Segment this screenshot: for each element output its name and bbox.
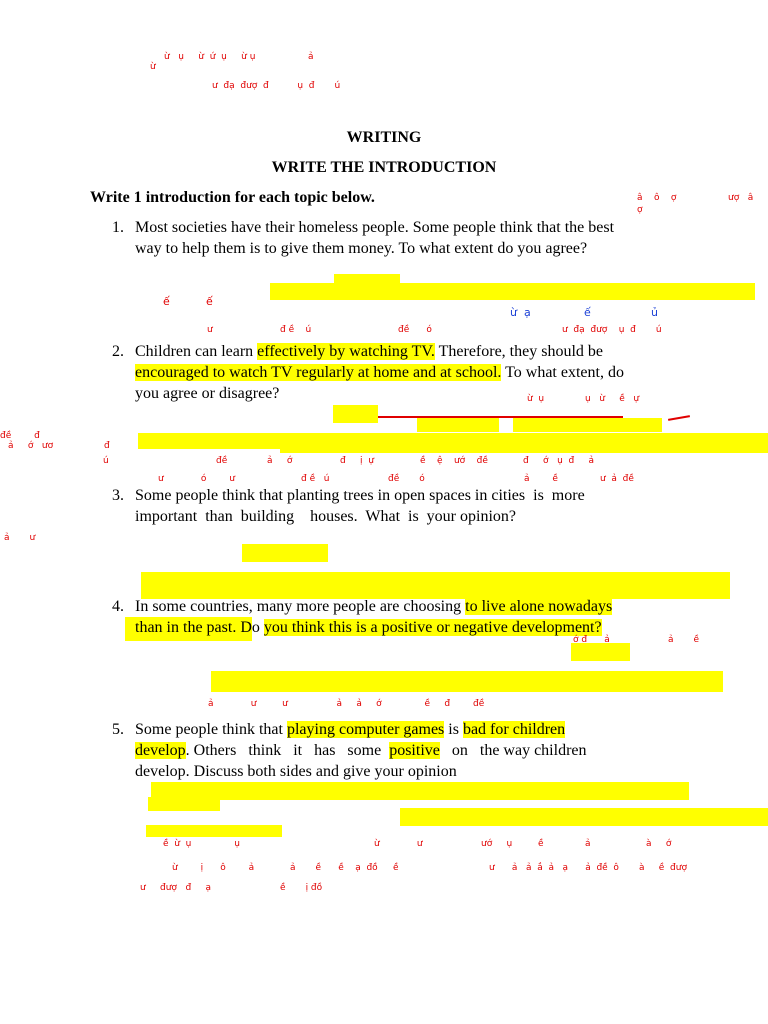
annotation-fragment: ả ư ư ả ả ớ ề đ đề	[208, 699, 485, 709]
annotation-fragment: ư đạ đượ ụ đ ú	[562, 325, 662, 335]
annotation-fragment: ả ớ ươ	[8, 441, 54, 451]
highlighted-text: positive	[389, 742, 440, 759]
highlight-bar	[571, 643, 630, 661]
annotation-fragment: ề ị đồ	[280, 883, 323, 893]
highlight-bar	[400, 808, 768, 826]
annotation-fragment: ướ ụ ề	[481, 839, 544, 849]
text-run: Therefore, they should be	[434, 343, 603, 360]
annotation-fragment: đ ề ú	[280, 325, 312, 335]
red-underline	[668, 415, 690, 421]
highlight-bar	[148, 797, 220, 811]
annotation-fragment: ư đạ đượ đ ụ đ ú	[212, 81, 341, 91]
highlight-bar	[146, 825, 282, 837]
annotation-fragment: ả ớ	[267, 456, 293, 466]
highlighted-text: bad for children	[462, 721, 566, 738]
topic-text: Most societies have their homeless people. Some people think that the best	[135, 219, 615, 236]
topic-number: 2.	[112, 343, 124, 360]
annotation-fragment: đ ớ ụ đ ả	[523, 456, 595, 466]
annotation-fragment: ư đượ đ ạ	[140, 883, 212, 893]
annotation-fragment: ả ề ề ạ đồ	[290, 863, 378, 873]
annotation-fragment: ề	[393, 863, 399, 873]
annotation-fragment: ớ đ ả	[573, 635, 610, 645]
highlighted-text: you think this is a positive or negative development?	[263, 619, 602, 636]
annotation-fragment: đ	[104, 441, 110, 451]
annotation-fragment: đ ề ú	[301, 474, 330, 484]
text-run: is	[444, 721, 463, 738]
annotation-fragment: ư	[207, 325, 213, 335]
highlight-bar	[151, 782, 689, 800]
page-title: WRITING	[346, 129, 422, 146]
annotation-fragment: ư ả đề	[600, 474, 634, 484]
highlight-bar	[242, 544, 328, 562]
topic-text: you agree or disagree?	[135, 385, 280, 402]
annotation-fragment: ừ ụ	[527, 394, 545, 404]
annotation-fragment: ề ừ ụ ụ	[163, 839, 241, 849]
annotation-fragment: ả ư	[4, 533, 36, 543]
annotation-fragment: ả ề	[524, 474, 558, 484]
topic-text	[135, 742, 587, 760]
topic-text	[135, 364, 624, 382]
annotation-fragment: ừ ạ	[510, 306, 531, 319]
annotation-fragment: ế	[584, 306, 591, 319]
annotation-fragment: ư ả ả ắ ả ạ ả đề ô à ề đượ	[489, 863, 687, 873]
annotation-fragment: đề	[216, 456, 228, 466]
topic-text: Some people think that planting trees in open spaces in cities is more	[135, 487, 585, 504]
highlight-bar	[280, 433, 768, 453]
text-run: Do	[236, 619, 264, 636]
page-subtitle: WRITE THE INTRODUCTION	[271, 159, 497, 176]
highlighted-text: effectively by watching TV.	[257, 343, 435, 360]
highlighted-text: playing computer games	[286, 721, 445, 738]
annotation-fragment: ừ ư	[374, 839, 423, 849]
highlight-bar	[211, 671, 723, 692]
annotation-fragment: ủ	[651, 306, 658, 319]
annotation-fragment: à ớ	[646, 839, 672, 849]
instruction: Write 1 introduction for each topic below.	[90, 189, 375, 206]
annotation-fragment: ư ó ư	[158, 474, 235, 484]
annotation-fragment: ợ	[637, 205, 643, 215]
topic-text	[135, 721, 565, 739]
annotation-fragment: đ ị ự	[340, 456, 374, 466]
highlighted-text: encouraged to watch TV regularly at home and at school.	[135, 364, 502, 381]
annotation-fragment: đề đ	[0, 431, 40, 441]
highlight-bar	[138, 433, 283, 449]
topic-text	[135, 619, 602, 637]
highlight-bar	[270, 283, 755, 300]
topic-text: important than building houses. What is your opinion?	[135, 508, 516, 525]
annotation-fragment: ừ	[150, 62, 156, 72]
annotation-fragment: ề ệ ướ đề	[420, 456, 488, 466]
highlighted-text: than in the past.	[135, 619, 237, 636]
highlighted-text: develop	[135, 742, 186, 759]
topic-number: 4.	[112, 598, 124, 615]
text-run: Some people think that	[135, 721, 287, 738]
highlight-bar	[513, 418, 662, 432]
annotation-fragment: ừ ụ ừ ứ ụ ừ ụ	[164, 52, 256, 62]
red-underline	[378, 416, 623, 418]
annotation-fragment: ả	[308, 52, 314, 62]
text-run: In some countries, many more people are choosing	[135, 598, 466, 615]
annotation-fragment: ượ â	[728, 193, 754, 203]
annotation-fragment: ú	[103, 456, 109, 466]
topic-text: develop. Discuss both sides and give your opinion	[135, 763, 457, 780]
annotation-fragment: ả	[585, 839, 591, 849]
highlight-bar	[417, 418, 499, 432]
topic-text	[135, 598, 612, 616]
annotation-fragment: ừ ị ô ả	[172, 863, 255, 873]
annotation-fragment: ế	[206, 295, 213, 308]
annotation-fragment: đề ó	[398, 325, 432, 335]
annotation-fragment: ế	[163, 295, 170, 308]
annotation-fragment: ụ ừ ề ự	[585, 394, 640, 404]
topic-text: way to help them is to give them money. To what extent do you agree?	[135, 240, 588, 257]
annotation-fragment: ả ề	[668, 635, 700, 645]
highlight-bar	[141, 572, 730, 599]
topic-number: 5.	[112, 721, 124, 738]
topic-text	[135, 343, 603, 361]
text-run: Children can learn	[135, 343, 258, 360]
annotation-fragment: đề ó	[388, 474, 425, 484]
topic-number: 3.	[112, 487, 124, 504]
text-run: on the way children	[439, 742, 587, 759]
highlighted-text: to live alone nowadays	[465, 598, 613, 615]
text-run: To what extent, do	[501, 364, 624, 381]
text-run: . Others think it has some	[185, 742, 390, 759]
topic-number: 1.	[112, 219, 124, 236]
highlight-bar	[333, 405, 378, 423]
annotation-fragment: â ô ợ	[637, 193, 677, 203]
